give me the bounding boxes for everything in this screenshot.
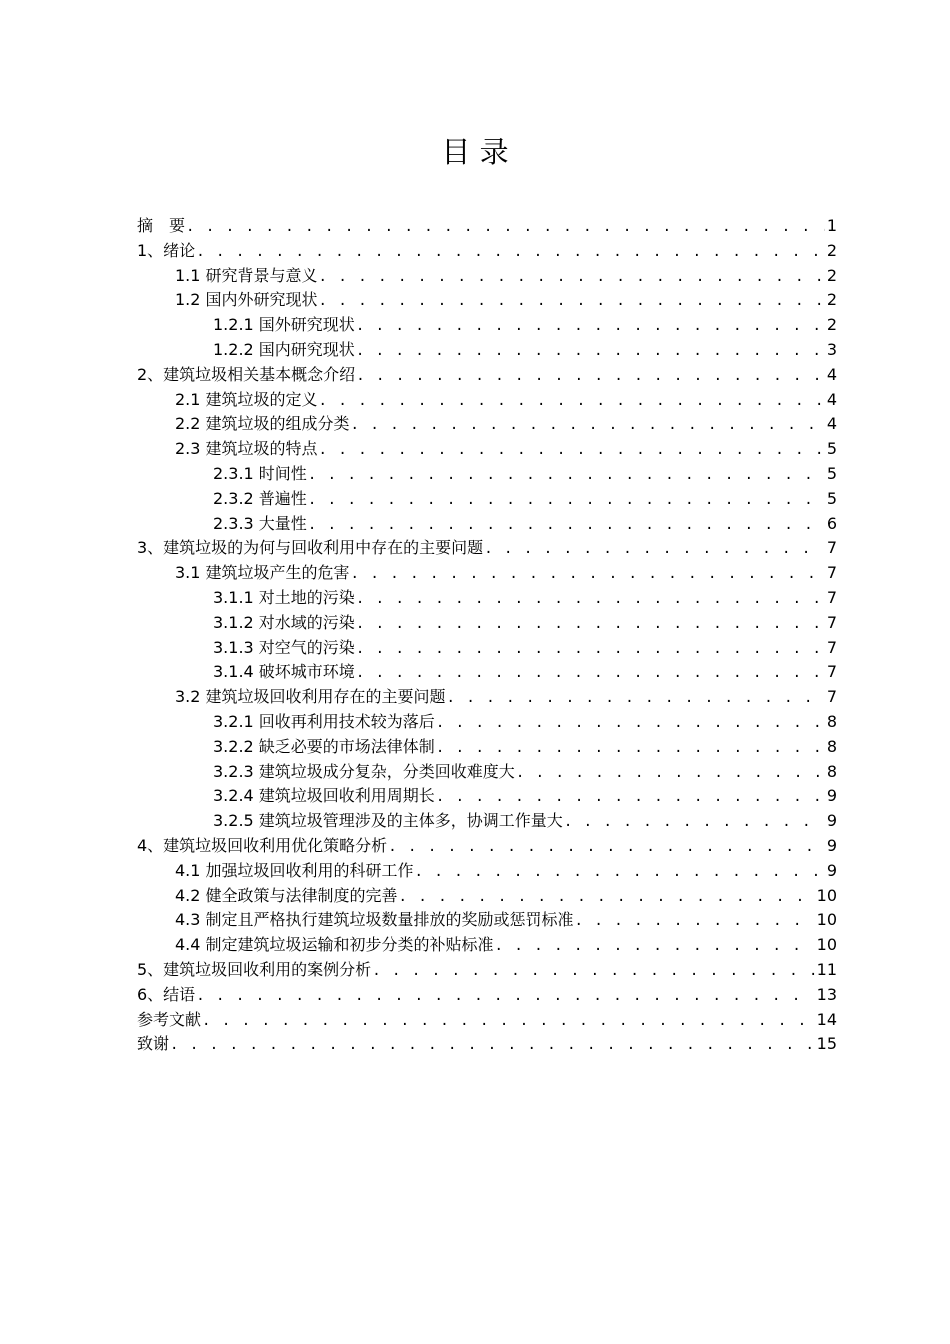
toc-leader-dots xyxy=(356,612,825,637)
toc-page-number: 7 xyxy=(826,587,837,607)
toc-page-number: 9 xyxy=(826,811,837,831)
toc-leader-dots xyxy=(196,984,814,1009)
toc-page-number: 4 xyxy=(826,364,837,384)
toc-leader-dots xyxy=(415,860,825,885)
toc-page-number: 5 xyxy=(826,488,837,508)
toc-entry-text: 6、结语 xyxy=(137,984,196,1004)
toc-leader-dots xyxy=(484,537,825,562)
toc-entry-text: 3.2.2 缺乏必要的市场法律体制 xyxy=(213,736,435,756)
toc-page-number: 7 xyxy=(826,538,837,558)
toc-leader-dots xyxy=(447,686,825,711)
toc-entry[interactable] xyxy=(137,363,837,388)
toc-entry[interactable] xyxy=(137,611,837,636)
toc-entry-text: 2.3.2 普遍性 xyxy=(213,488,307,508)
toc-entry-text: 4.2 健全政策与法律制度的完善 xyxy=(175,885,398,905)
toc-entry[interactable] xyxy=(137,884,837,909)
toc-leader-dots xyxy=(495,934,815,959)
toc-entry-text: 致谢 xyxy=(137,1034,170,1054)
toc-entry[interactable] xyxy=(137,685,837,710)
toc-entry-text: 1、绪论 xyxy=(137,240,196,260)
toc-page-number: 7 xyxy=(826,662,837,682)
toc-entry-text: 2.3.3 大量性 xyxy=(213,513,307,533)
toc-list xyxy=(137,214,837,1057)
toc-leader-dots xyxy=(319,438,825,463)
toc-entry[interactable] xyxy=(137,710,837,735)
toc-page-number: 15 xyxy=(816,1034,837,1054)
toc-leader-dots xyxy=(436,711,825,736)
toc-page-number: 2 xyxy=(826,315,837,335)
toc-entry[interactable] xyxy=(137,586,837,611)
toc-entry-text: 2.3 建筑垃圾的特点 xyxy=(175,439,318,459)
toc-leader-dots xyxy=(564,810,825,835)
toc-entry-text: 4、建筑垃圾回收利用优化策略分析 xyxy=(137,835,388,855)
toc-entry-text: 3.1.3 对空气的污染 xyxy=(213,637,355,657)
toc-entry-text: 3.2.1 回收再利用技术较为落后 xyxy=(213,711,435,731)
toc-leader-dots xyxy=(308,488,825,513)
toc-entry[interactable] xyxy=(137,983,837,1008)
toc-entry[interactable] xyxy=(137,264,837,289)
toc-entry[interactable] xyxy=(137,1032,837,1057)
toc-entry-text: 4.4 制定建筑垃圾运输和初步分类的补贴标准 xyxy=(175,935,494,955)
toc-leader-dots xyxy=(356,637,825,662)
toc-entry[interactable] xyxy=(137,313,837,338)
toc-page-number: 5 xyxy=(826,463,837,483)
toc-entry[interactable] xyxy=(137,735,837,760)
toc-page-number: 13 xyxy=(816,984,837,1004)
toc-leader-dots xyxy=(436,736,825,761)
toc-entry-text: 2、建筑垃圾相关基本概念介绍 xyxy=(137,364,356,384)
toc-leader-dots xyxy=(319,265,825,290)
toc-page-number: 10 xyxy=(816,885,837,905)
toc-entry[interactable] xyxy=(137,834,837,859)
toc-leader-dots xyxy=(202,1009,815,1034)
toc-entry[interactable] xyxy=(137,1008,837,1033)
toc-page-number: 3 xyxy=(826,339,837,359)
toc-entry-text: 1.2.1 国外研究现状 xyxy=(213,315,355,335)
toc-entry[interactable] xyxy=(137,958,837,983)
toc-entry-text: 2.2 建筑垃圾的组成分类 xyxy=(175,414,350,434)
toc-leader-dots xyxy=(308,513,825,538)
toc-page-number: 2 xyxy=(826,290,837,310)
toc-entry-text: 2.3.1 时间性 xyxy=(213,463,307,483)
toc-page-number: 6 xyxy=(826,513,837,533)
toc-entry[interactable] xyxy=(137,859,837,884)
toc-leader-dots xyxy=(399,885,815,910)
toc-entry[interactable] xyxy=(137,809,837,834)
toc-page-number: 2 xyxy=(826,240,837,260)
toc-entry-text: 2.1 建筑垃圾的定义 xyxy=(175,389,318,409)
toc-page-number: 10 xyxy=(816,935,837,955)
toc-page-number: 7 xyxy=(826,612,837,632)
toc-entry-text: 3.1.2 对水域的污染 xyxy=(213,612,355,632)
toc-entry-text: 3.1.1 对土地的污染 xyxy=(213,587,355,607)
toc-leader-dots xyxy=(388,835,825,860)
toc-entry-text: 3.2 建筑垃圾回收利用存在的主要问题 xyxy=(175,687,446,707)
toc-entry[interactable] xyxy=(137,933,837,958)
toc-leader-dots xyxy=(351,562,825,587)
toc-leader-dots xyxy=(436,785,825,810)
toc-page-number: 7 xyxy=(826,637,837,657)
toc-entry-text: 3.1.4 破坏城市环境 xyxy=(213,662,355,682)
toc-entry[interactable] xyxy=(137,660,837,685)
toc-entry-text: 参考文献 xyxy=(137,1009,202,1029)
toc-leader-dots xyxy=(186,215,825,240)
toc-entry[interactable] xyxy=(137,487,837,512)
toc-page-number: 14 xyxy=(816,1009,837,1029)
toc-entry-text: 3.2.3 建筑垃圾成分复杂，分类回收难度大 xyxy=(213,761,515,781)
toc-leader-dots xyxy=(356,587,825,612)
toc-leader-dots xyxy=(575,909,815,934)
toc-entry-text: 3.2.4 建筑垃圾回收利用周期长 xyxy=(213,786,435,806)
toc-leader-dots xyxy=(319,389,825,414)
toc-entry-text: 1.2.2 国内研究现状 xyxy=(213,339,355,359)
toc-page-number: 8 xyxy=(826,711,837,731)
toc-leader-dots xyxy=(308,463,825,488)
toc-entry[interactable] xyxy=(137,636,837,661)
toc-page-number: 5 xyxy=(826,439,837,459)
toc-page-number: 9 xyxy=(826,835,837,855)
toc-entry[interactable] xyxy=(137,784,837,809)
toc-leader-dots xyxy=(319,289,825,314)
toc-page-number: 9 xyxy=(826,860,837,880)
toc-page-number: 2 xyxy=(826,265,837,285)
toc-entry[interactable] xyxy=(137,536,837,561)
toc-entry-text: 4.3 制定且严格执行建筑垃圾数量排放的奖励或惩罚标准 xyxy=(175,910,574,930)
toc-entry[interactable] xyxy=(137,288,837,313)
toc-page-number: 8 xyxy=(826,761,837,781)
toc-entry-text: 1.1 研究背景与意义 xyxy=(175,265,318,285)
toc-page-number: 9 xyxy=(826,786,837,806)
toc-entry-text: 1.2 国内外研究现状 xyxy=(175,290,318,310)
toc-page-number: 10 xyxy=(816,910,837,930)
toc-leader-dots xyxy=(516,761,825,786)
toc-page-number: 7 xyxy=(826,687,837,707)
toc-entry[interactable] xyxy=(137,760,837,785)
toc-entry[interactable] xyxy=(137,908,837,933)
toc-leader-dots xyxy=(356,661,825,686)
toc-leader-dots xyxy=(351,413,825,438)
toc-entry-text: 5、建筑垃圾回收利用的案例分析 xyxy=(137,959,372,979)
toc-leader-dots xyxy=(372,959,814,984)
toc-page-number: 7 xyxy=(826,563,837,583)
toc-entry[interactable] xyxy=(137,412,837,437)
toc-entry-text: 4.1 加强垃圾回收利用的科研工作 xyxy=(175,860,414,880)
toc-entry[interactable] xyxy=(137,214,837,239)
toc-leader-dots xyxy=(196,240,825,265)
toc-leader-dots xyxy=(356,314,825,339)
toc-page-number: 4 xyxy=(826,389,837,409)
toc-entry-text: 3、建筑垃圾的为何与回收利用中存在的主要问题 xyxy=(137,538,484,558)
toc-entry-text: 3.2.5 建筑垃圾管理涉及的主体多，协调工作量大 xyxy=(213,811,563,831)
toc-leader-dots xyxy=(356,339,825,364)
toc-entry[interactable] xyxy=(137,462,837,487)
toc-entry-text: 摘 要 xyxy=(137,216,186,235)
toc-entry[interactable] xyxy=(137,437,837,462)
toc-leader-dots xyxy=(356,364,825,389)
toc-page-number: 1 xyxy=(826,216,837,235)
toc-entry[interactable] xyxy=(137,239,837,264)
toc-page-number: 4 xyxy=(826,414,837,434)
toc-entry[interactable] xyxy=(137,512,837,537)
toc-entry[interactable] xyxy=(137,338,837,363)
toc-entry[interactable] xyxy=(137,561,837,586)
toc-entry[interactable] xyxy=(137,388,837,413)
toc-title: 目 录 xyxy=(441,135,509,169)
toc-page-number: 8 xyxy=(826,736,837,756)
toc-page-number: 11 xyxy=(816,959,837,979)
toc-leader-dots xyxy=(170,1033,815,1058)
toc-entry-text: 3.1 建筑垃圾产生的危害 xyxy=(175,563,350,583)
